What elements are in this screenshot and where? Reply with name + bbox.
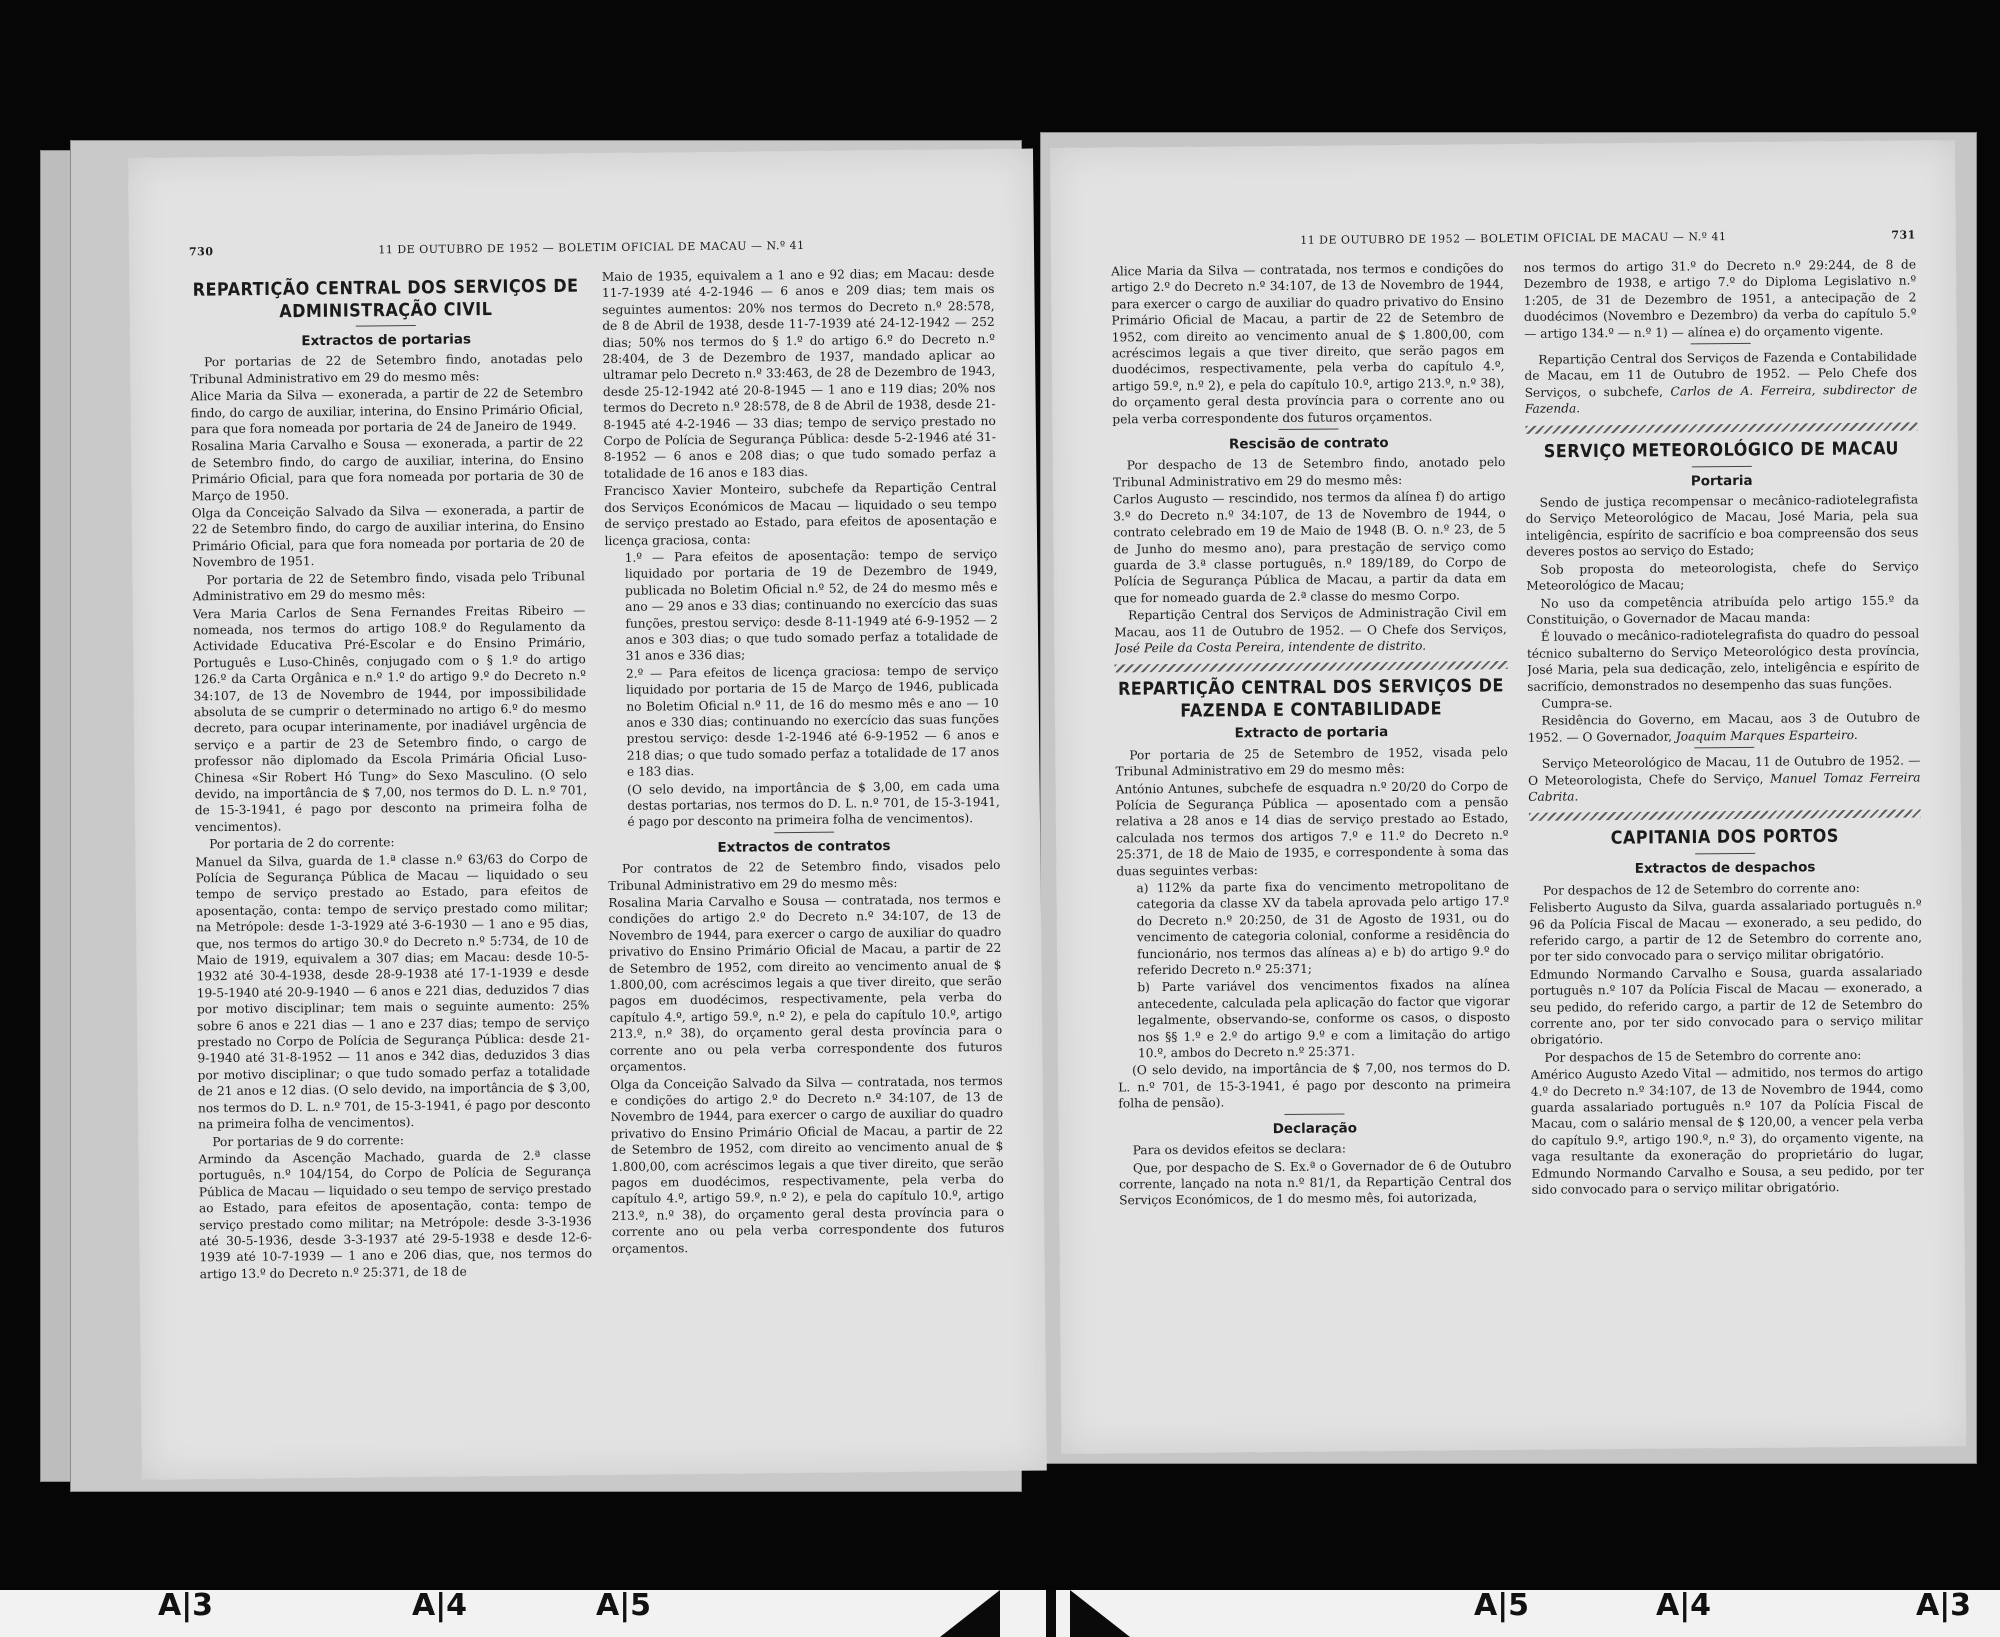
wavy-divider xyxy=(1115,661,1508,672)
paragraph: Felisberto Augusto da Silva, guarda assalariado português n.º 96 da Polícia Fiscal de Macau — exonerado, a seu pedido, do referido cargo, a partir de 12 de Setembro do corrente ano, por ter sido convocado para o serviço militar obrigatório. xyxy=(1529,897,1922,965)
paragraph: Por despachos de 15 de Setembro do corrente ano: xyxy=(1544,1047,1862,1065)
paragraph: Vera Maria Carlos de Sena Fernandes Freitas Ribeiro — nomeada, nos termos do artigo 108.º do Regulamento da Actividade Educativa Pré-Escolar e do Ensino Primário, Português e Luso-Chinês, conjugado com o § 1.º do artigo 126.º da Carta Orgânica e n.º 1.º do artigo 9.º do Decreto n.º 34:107, de 13 de Novembro de 1944, por impossibilidade absoluta de se cumprir o determinado no artigo 6.º do mesmo decreto, para ocupar interinamente, por inadiável urgência de serviço e a partir de 23 de Setembro findo, o cargo de professor não diplomado da Escola Primária Oficial Luso-Chinesa «Sir Robert Hó Tung» do Sexo Masculino. (O selo devido, na importância de $ 7,00, nos termos do D. L. n.º 701, de 15-3-1941, é pago por desconto na primeira folha de vencimentos). xyxy=(192,602,588,835)
center-bar xyxy=(1046,1590,1056,1637)
signoff: Repartição Central dos Serviços de Administração Civil em Macau, aos 11 de Outubro de 1952. — O Chefe dos Serviços, José Peile da Costa Pereira, intendente de distrito. xyxy=(1114,605,1507,656)
paragraph: Sendo de justiça recompensar o mecânico-radiotelegrafista do Serviço Meteorológico de Macau, José Maria, pela sua inteligência, espírito de sacrifício e boa compreensão dos seus deveres postos ao serviço do Estado; xyxy=(1525,492,1919,560)
paragraph: Armindo da Ascenção Machado, guarda de 2.ª classe português, n.º 104/154, do Corpo de Polícia de Segurança Pública de Macau — liquidado o seu tempo de serviço prestado ao Estado, para efeitos de aposentação, conta: tempo de serviço prestado como militar; na Metrópole: desde 3-3-1936 até 30-5-1936, desde 3-3-1937 até 29-5-1938 e desde 12-6-1939 até 10-7-1939 — 1 ano e 206 dias, que, nos termos do artigo 13.º do Decreto n.º 25:371, de 18 de xyxy=(198,1148,593,1282)
signoff: Serviço Meteorológico de Macau, 11 de Outubro de 1952. — O Meteorologista, Chefe do Serviço, Manuel Tomaz Ferreira Cabrita. xyxy=(1527,753,1921,804)
right-page xyxy=(1050,140,1966,1454)
paragraph: Alice Maria da Silva — exonerada, a partir de 22 de Setembro findo, do cargo de auxiliar, interina, do Ensino Primário Oficial, para que fora nomeada por portaria de 24 de Janeiro de 1949. xyxy=(190,385,584,437)
divider xyxy=(1279,429,1339,431)
left-page xyxy=(128,149,1047,1480)
paragraph: Carlos Augusto — rescindido, nos termos da alínea f) do artigo 3.º do Decreto n.º 34:107, de 13 de Novembro de 1944, o contrato celebrado em 19 de Maio de 1948 (B. O. n.º 23, de 5 de Junho do mesmo ano), para prestação de serviço como guarda de 3.ª classe português, n.º 189/189, do Corpo de Polícia de Segurança Pública de Macau, a partir da data em que for nomeado guarda de 2.ª classe do mesmo Corpo. xyxy=(1113,489,1507,606)
running-head xyxy=(1111,228,1916,255)
paragraph: (O selo devido, na importância de $ 3,00, em cada uma destas portarias, nos termos do D. L. n.º 701, de 15-3-1941, é pago por desconto na primeira folha de vencimentos). xyxy=(627,778,1000,830)
paragraph: nos termos do artigo 31.º do Decreto n.º 29:244, de 8 de Dezembro de 1938, e artigo 7.º do Diploma Legislativo n.º 1:205, de 31 de Dezembro de 1951, a antecipação de 2 duodécimos (Novembro e Dezembro) da verba do capítulo 5.º — artigo 134.º — n.º 1) — alínea e) do orçamento vigente. xyxy=(1523,257,1917,341)
paragraph: Por portaria de 2 do corrente: xyxy=(209,835,395,852)
center-triangle-right xyxy=(1070,1590,1130,1637)
signature-name: José Peile da Costa Pereira, intendente de distrito. xyxy=(1114,638,1427,656)
divider xyxy=(1694,747,1754,749)
center-triangle-left xyxy=(940,1590,1000,1637)
left-column-2 xyxy=(602,265,1007,1455)
page-number: 731 xyxy=(1891,228,1916,242)
paragraph: Cumpra-se. xyxy=(1541,696,1613,711)
paragraph: Alice Maria da Silva — contratada, nos termos e condições do artigo 2.º do Decreto n.º 34:107, de 13 de Novembro de 1944, para exercer o cargo de auxiliar do quadro privativo do Ensino Primário Oficial de Macau, a partir de 22 de Setembro de 1952, com direito ao vencimento anual de $ 1.800,00, com acréscimos legais a que tiver direito, que serão pagos em duodécimos, respectivamente, pela verba do capítulo 4.º, artigo 59.º, n.º 2), e pela do capítulo 10.º, artigo 213.º, n.º 38), do orçamento geral desta província para o corrente ano ou pela verba correspondente dos futuros orçamentos. xyxy=(1111,261,1505,427)
paragraph: Para os devidos efeitos se declara: xyxy=(1132,1141,1346,1158)
paragraph: Rosalina Maria Carvalho e Sousa — contratada, nos termos e condições do artigo 2.º do Decreto n.º 34:107, de 13 de Novembro de 1944, para exercer o cargo de auxiliar do quadro privativo do Ensino Primário Oficial de Macau, a partir de 22 de Setembro de 1952, com direito ao vencimento anual de $ 1.800,00, com acréscimos legais a que tiver direito, que serão pagos em duodécimos, respectivamente, pela verba do capítulo 4.º, artigo 59.º, n.º 2), e pela do capítulo 10.º, artigo 213.º, n.º 38), do orçamento geral desta província para o corrente ano ou pela verba correspondente dos futuros orçamentos. xyxy=(608,891,1003,1075)
right-column-2 xyxy=(1523,256,1926,1429)
paragraph: Olga da Conceição Salvado da Silva — contratada, nos termos e condições do artigo 2.º do Decreto n.º 34:107, de 13 de Novembro de 1944, para exercer o cargo de auxiliar do quadro privativo do Ensino Primário Oficial de Macau, a partir de 22 de Setembro de 1952, com direito ao vencimento anual de $ 1.800,00, com acréscimos legais a que tiver direito, que serão pagos em duodécimos, respectivamente, pela verba do capítulo 4.º, artigo 59.º, n.º 2), e pela do capítulo 10.º, artigo 213.º, n.º 38), do orçamento geral desta província para o corrente ano ou pela verba correspondente dos futuros orçamentos. xyxy=(610,1073,1005,1256)
paragraph: Américo Augusto Azedo Vital — admitido, nos termos do artigo 4.º do Decreto n.º 34:107, de 13 de Novembro de 1944, como guarda assalariado português n.º 107 da Polícia Fiscal de Macau, com o salário mensal de $ 120,00, a vencer pela verba do capítulo 9.º, artigo 190.º, n.º 3), do orçamento vigente, na vaga resultante da exoneração do proprietário do lugar, Edmundo Normando Carvalho e Sousa, a seu pedido, por ter sido convocado para o serviço militar obrigatório. xyxy=(1530,1064,1925,1197)
film-marker: A|4 xyxy=(1656,1588,1712,1623)
signature-name: Carlos de A. Ferreira, subdirector de Fazenda. xyxy=(1524,382,1918,417)
paragraph: Manuel da Silva, guarda de 1.ª classe n.º 63/63 do Corpo de Polícia de Segurança Pública de Macau — liquidado o seu tempo de serviço prestado ao Estado, para efeitos de aposentação, conta: tempo de serviço prestado como militar; na Metrópole: desde 1-3-1929 até 3-6-1930 — 1 ano e 95 dias, que, nos termos do artigo 30.º do Decreto n.º 5:734, de 10 de Maio de 1919, equivalem a 307 dias; em Macau: desde 10-5-1932 até 30-4-1938, desde 28-9-1938 até 17-1-1939 e desde 19-5-1940 até 20-9-1940 — 6 anos e 221 dias, deduzidos 7 dias por motivo disciplinar; tem mais o seguinte aumento: 25% sobre 6 anos e 221 dias — 1 ano e 237 dias; tempo de serviço prestado no Corpo de Polícia de Segurança Pública: desde 21-9-1940 até 31-8-1952 — 11 anos e 342 dias, deduzidos 3 dias por motivo disciplinar; o que tudo somado perfaz a totalidade de 21 anos e 12 dias. (O selo devido, na importância de $ 3,00, nos termos do D. L. n.º 701, de 15-3-1941, é pago por desconto na primeira folha de vencimentos). xyxy=(195,850,591,1132)
paragraph: (O selo devido, na importância de $ 7,00, nos termos do D. L. n.º 701, de 15-3-1941, é pago por desconto na primeira folha de pensão). xyxy=(1118,1060,1511,1111)
section-heading: REPARTIÇÃO CENTRAL DOS SERVIÇOS DE ADMINISTRAÇÃO CIVIL xyxy=(192,274,579,322)
paragraph: Por contratos de 22 de Setembro findo, visados pelo Tribunal Administrativo em 29 do mesmo mês: xyxy=(608,858,1001,893)
paragraph: a) 112% da parte fixa do vencimento metropolitano de categoria da classe XV da tabela aprovada pelo artigo 17.º do Decreto n.º 20:250, de 31 de Agosto de 1931, ou do vencimento de categoria colonial, conforme a residência do funcionário, nos termos das alíneas a) e b) do artigo 9.º do referido Decreto n.º 25:371; xyxy=(1136,878,1510,978)
paragraph: Rosalina Maria Carvalho e Sousa — exonerada, a partir de 22 de Setembro findo, do cargo de auxiliar, interina, do Ensino Primário Oficial, para que fora nomeada por portaria de 30 de Março de 1950. xyxy=(190,435,584,504)
divider xyxy=(356,325,416,327)
subheading: Extractos de portarias xyxy=(301,331,472,350)
subheading: Extractos de contratos xyxy=(717,837,891,856)
paragraph: Por portarias de 22 de Setembro findo, anotadas pelo Tribunal Administrativo em 29 do mesmo mês: xyxy=(190,351,583,387)
paragraph: Que, por despacho de S. Ex.ª o Governador de 6 de Outubro corrente, lançado na nota n.º 81/1, da Repartição Central dos Serviços Económicos, de 1 do mesmo mês, foi autorizada, xyxy=(1118,1157,1512,1208)
paragraph: Por despacho de 13 de Setembro findo, anotado pelo Tribunal Administrativo em 29 do mesmo mês: xyxy=(1112,455,1506,490)
paragraph: Por despachos de 12 de Setembro do corrente ano: xyxy=(1542,880,1860,898)
running-head-title: 11 DE OUTUBRO DE 1952 — BOLETIM OFICIAL DE MACAU — N.º 41 xyxy=(1300,230,1727,247)
paragraph: Por portaria de 22 de Setembro findo, visada pelo Tribunal Administrativo em 29 do mesmo mês: xyxy=(192,568,585,604)
paragraph: Por portaria de 25 de Setembro de 1952, visada pelo Tribunal Administrativo em 29 do mesmo mês: xyxy=(1115,744,1508,779)
wavy-divider xyxy=(1525,422,1918,433)
paragraph: Francisco Xavier Monteiro, subchefe da Repartição Central dos Serviços Económicos de Macau — liquidado o seu tempo de serviço prestado ao Estado, para efeitos de aposentação e licença graciosa, conta: xyxy=(603,480,997,548)
signature-name: Joaquim Marques Esparteiro. xyxy=(1675,727,1858,744)
paragraph: Residência do Governo, em Macau, aos 3 de Outubro de 1952. — O Governador, Joaquim Marques Esparteiro. xyxy=(1527,710,1921,745)
subheading: Extracto de portaria xyxy=(1234,724,1389,742)
film-marker: A|5 xyxy=(1474,1588,1530,1623)
paragraph: António Antunes, subchefe de esquadra n.º 20/20 do Corpo de Polícia de Segurança Pública — aposentado com a pensão relativa a 28 anos e 14 dias de serviço prestado ao Estado, calculada nos termos dos artigos 7.º e 11.º do Decreto n.º 25:371, de 18 de Maio de 1935, e correspondente à soma das duas seguintes verbas: xyxy=(1115,778,1509,879)
paragraph: 2.º — Para efeitos de licença graciosa: tempo de serviço liquidado por portaria de 15 de Março de 1946, publicada no Boletim Oficial n.º 11, de 16 do mesmo mês e ano — 10 anos e 330 dias; continuando no exercício das suas funções prestou serviço: desde 1-2-1946 até 6-9-1952 — 6 anos e 218 dias; o que tudo somado perfaz a totalidade de 17 anos e 183 dias. xyxy=(625,662,1000,779)
paragraph: 1.º — Para efeitos de aposentação: tempo de serviço liquidado por portaria de 19 de Dezembro de 1949, publicada no Boletim Oficial n.º 52, de 24 do mesmo mês e ano — 29 anos e 33 dias; continuando no exercício das suas funções, prestou serviço: desde 8-11-1949 até 6-9-1952 — 2 anos e 303 dias; o que tudo somado perfaz a totalidade de 31 anos e 336 dias; xyxy=(624,546,999,664)
running-head xyxy=(189,237,994,265)
divider xyxy=(1692,466,1752,468)
subheading: Extractos de despachos xyxy=(1634,859,1816,878)
page-number: 730 xyxy=(188,245,214,259)
divider xyxy=(1285,1113,1345,1115)
subheading: Rescisão de contrato xyxy=(1228,435,1389,453)
paragraph: É louvado o mecânico-radiotelegrafista do quadro do pessoal técnico subalterno do Serviço Meteorológico desta província, José Maria, pela sua dedicação, zelo, inteligência e espírito de sacrifício, demonstrados no desempenho das suas funções. xyxy=(1526,626,1920,694)
divider xyxy=(1690,343,1750,345)
film-marker: A|3 xyxy=(1916,1588,1972,1623)
paragraph: Por portarias de 9 do corrente: xyxy=(212,1132,404,1149)
section-heading: SERVIÇO METEOROLÓGICO DE MACAU xyxy=(1543,437,1900,462)
film-marker: A|4 xyxy=(412,1588,468,1623)
paragraph: Maio de 1935, equivalem a 1 ano e 92 dias; em Macau: desde 11-7-1939 até 4-2-1946 — 6 anos e 209 dias; tem mais os seguintes aumentos: 20% nos termos do Decreto n.º 28:578, de 8 de Abril de 1938, desde 11-7-1939 até 24-12-1942 — 252 dias; 50% nos termos do § 1.º do artigo 6.º do Decreto n.º 28:404, de 3 de Dezembro de 1937, mandado aplicar ao ultramar pelo Decreto n.º 33:463, de 28 de Dezembro de 1943, desde 25-12-1942 até 20-8-1945 — 1 ano e 119 dias; 20% nos termos do Decreto n.º 28:578, de 8 de Abril de 1938, desde 21-8-1945 até 4-2-1946 — 33 dias; tempo de serviço prestado no Corpo de Polícia de Segurança Pública: desde 5-2-1946 até 31-8-1952 — 6 anos e 208 dias; o que tudo somado perfaz a totalidade de 16 anos e 183 dias. xyxy=(601,265,997,481)
left-column-1 xyxy=(189,269,594,1459)
paragraph: No uso da competência atribuída pelo artigo 155.º da Constituição, o Governador de Macau manda: xyxy=(1526,592,1920,627)
subheading: Declaração xyxy=(1272,1120,1358,1137)
paragraph: Edmundo Normando Carvalho e Sousa, guarda assalariado português n.º 107 da Polícia Fiscal de Macau — exonerado, a seu pedido, do referido cargo, a partir de 12 de Setembro do corrente ano, por ter sido convocado para o serviço militar obrigatório. xyxy=(1529,964,1923,1048)
film-marker: A|3 xyxy=(158,1588,214,1623)
divider xyxy=(1695,853,1755,855)
signoff: Repartição Central dos Serviços de Fazenda e Contabilidade de Macau, em 11 de Outubro de 1952. — Pelo Chefe dos Serviços, o subchefe, Carlos de A. Ferreira, subdirector de Fazenda. xyxy=(1524,349,1918,417)
paragraph: Olga da Conceição Salvado da Silva — exonerada, a partir de 22 de Setembro findo, do cargo de auxiliar interina, do Ensino Primário Oficial, para que fora nomeada por portaria de 20 de Novembro de 1951. xyxy=(191,502,585,570)
wavy-divider xyxy=(1528,810,1921,821)
running-head-title: 11 DE OUTUBRO DE 1952 — BOLETIM OFICIAL DE MACAU — N.º 41 xyxy=(378,238,805,257)
paragraph: Sob proposta do meteorologista, chefe do Serviço Meteorológico de Macau; xyxy=(1526,559,1919,593)
right-column-1 xyxy=(1111,260,1514,1433)
section-heading: REPARTIÇÃO CENTRAL DOS SERVIÇOS DE FAZENDA E CONTABILIDADE xyxy=(1117,675,1504,722)
paragraph: b) Parte variável dos vencimentos fixados na alínea antecedente, calculada pela aplicação do factor que vigorar legalmente, observando-se, conforme os casos, o disposto nos §§ 1.º e 2.º do artigo 9.º e com a limitação do artigo 10.º, ambos do Decreto n.º 25:371. xyxy=(1137,977,1511,1061)
film-marker: A|5 xyxy=(596,1588,652,1623)
signature-name: Manuel Tomaz Ferreira Cabrita. xyxy=(1528,769,1921,804)
divider xyxy=(774,831,834,833)
section-heading: CAPITANIA DOS PORTOS xyxy=(1610,825,1839,849)
subheading: Portaria xyxy=(1690,472,1753,490)
